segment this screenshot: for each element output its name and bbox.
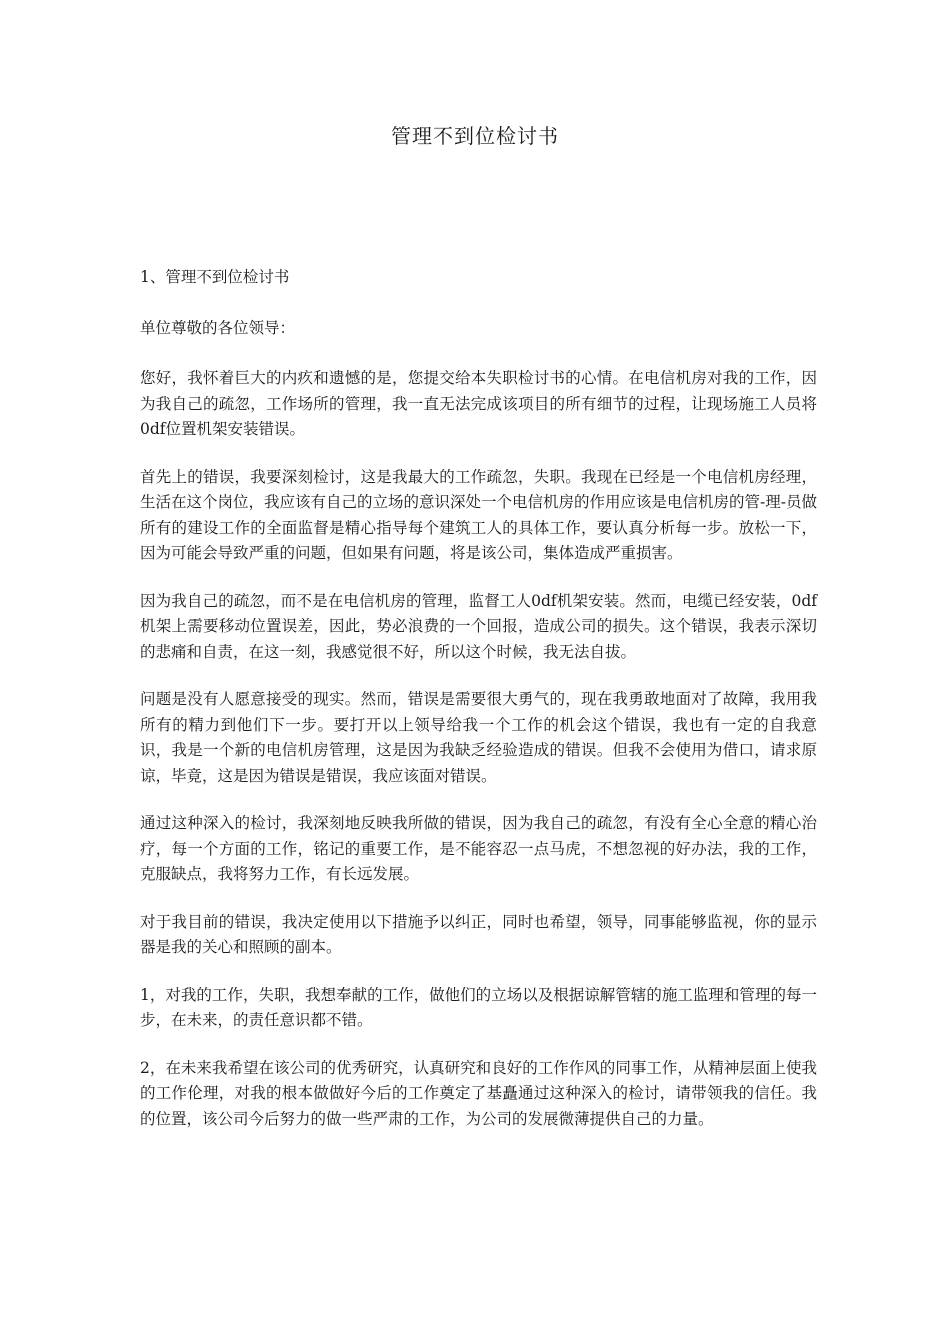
paragraph-first-error: 首先上的错误，我要深刻检讨，这是我最大的工作疏忽，失职。我现在已经是一个电信机房经理，生活在这个岗位，我应该有自己的立场的意识深处一个电信机房的作用应该是电信机房的管-理-员做所有的建设工作的全面监督是精心指导每个建筑工人的具体工作，要认真分析每一步。放松一下，因为可能会导致严重的问题，但如果有问题，将是该公司，集体造成严重损害。 [140, 467, 817, 562]
section-heading: 1、管理不到位检讨书 [140, 268, 290, 286]
paragraph-reality: 问题是没有人愿意接受的现实。然而，错误是需要很大勇气的，现在我勇敢地面对了故障，我用我所有的精力到他们下一步。要打开以上领导给我一个工作的机会这个错误，我也有一定的自我意识，我是一个新的电信机房管理，这是因为我缺乏经验造成的错误。但我不会使用为借口，请求原谅，毕竟，这是因为错误是错误，我应该面对错误。 [140, 690, 817, 785]
paragraph-reflection: 通过这种深入的检讨，我深刻地反映我所做的错误，因为我自己的疏忽，有没有全心全意的精心治疗，每一个方面的工作，铭记的重要工作，是不能容忍一点马虎，不想忽视的好办法，我的工作，克服缺点，我将努力工作，有长远发展。 [140, 814, 817, 883]
document-body [140, 265, 817, 1154]
paragraph-negligence: 因为我自己的疏忽，而不是在电信机房的管理，监督工人0df机架安装。然而，电缆已经安装，0df机架上需要移动位置误差，因此，势必浪费的一个回报，造成公司的损失。这个错误，我表示深切的悲痛和自责，在这一刻，我感觉很不好，所以这个时候，我无法自拔。 [140, 591, 817, 661]
paragraph-measure-2: 2，在未来我希望在该公司的优秀研究，认真研究和良好的工作作风的同事工作，从精神层面上使我的工作伦理，对我的根本做做好今后的工作奠定了基矗通过这种深入的检讨，请带领我的信任。我的位置，该公司今后努力的做一些严肃的工作，为公司的发展微薄提供自己的力量。 [140, 1058, 817, 1128]
document-title: 管理不到位检讨书 [391, 124, 559, 148]
paragraph-measure-1: 1，对我的工作，失职，我想奉献的工作，做他们的立场以及根据谅解管辖的施工监理和管理的每一步，在未来，的责任意识都不错。 [140, 985, 817, 1029]
paragraph-greeting: 您好，我怀着巨大的内疚和遗憾的是，您提交给本失职检讨书的心情。在电信机房对我的工作，因为我自己的疏忽，工作场所的管理，我一直无法完成该项目的所有细节的过程，让现场施工人员将0df位置机架安装错误。 [140, 369, 817, 438]
paragraph-measures-intro: 对于我目前的错误，我决定使用以下措施予以纠正，同时也希望，领导，同事能够监视，你的显示器是我的关心和照顾的副本。 [140, 912, 817, 956]
salutation: 单位尊敬的各位领导： [140, 318, 296, 337]
